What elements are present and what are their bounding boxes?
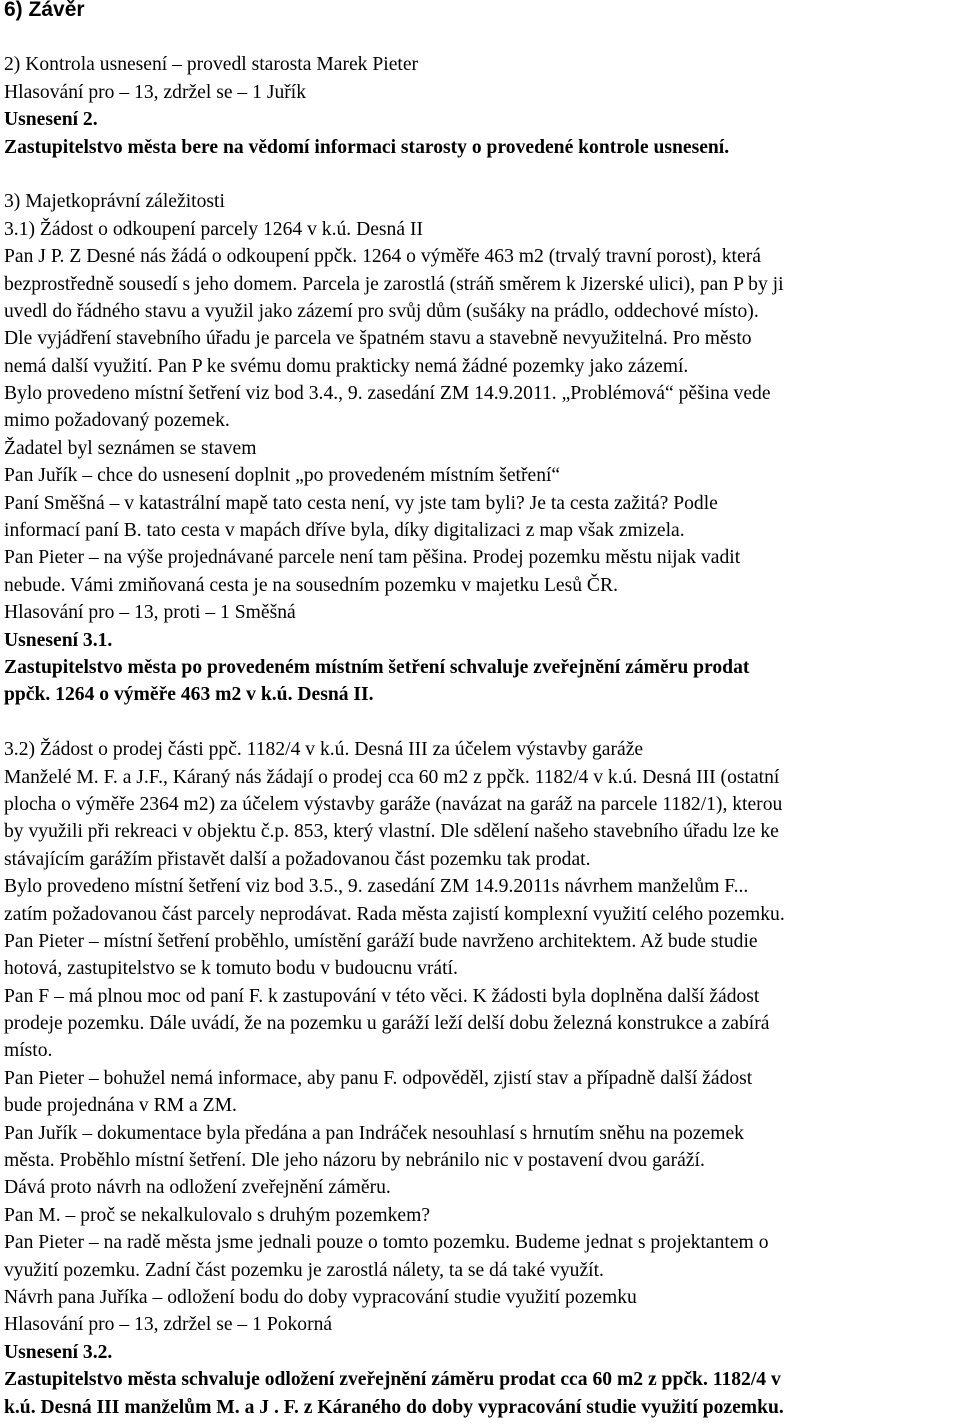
- text-line: Žadatel byl seznámen se stavem: [4, 437, 257, 459]
- text-line: Bylo provedeno místní šetření viz bod 3.5., 9. zasedání ZM 14.9.2011s návrhem manželům F...: [4, 876, 749, 898]
- text-line: Pan Pieter – bohužel nemá informace, aby panu F. odpověděl, zjistí stav a případně další žádost: [4, 1067, 753, 1089]
- text-line: bude projednána v RM a ZM.: [4, 1095, 237, 1117]
- text-line: Dává proto návrh na odložení zveřejnění záměru.: [4, 1177, 391, 1199]
- text-line: Paní Směšná – v katastrální mapě tato cesta není, vy jste tam byli? Je ta cesta zažitá? Podle: [4, 492, 718, 514]
- text-line: využití pozemku. Zadní část pozemku je zarostlá nálety, ta se dá také využít.: [4, 1259, 604, 1281]
- text-line: Hlasování pro – 13, zdržel se – 1 Pokorná: [4, 1314, 333, 1336]
- document-page: [4, 0, 956, 1421]
- text-line: nemá další využití. Pan P ke svému domu prakticky nemá žádné pozemky jako zázemí.: [4, 355, 689, 377]
- text-line: 2) Kontrola usnesení – provedl starosta Marek Pieter: [4, 54, 419, 76]
- resolution-text: k.ú. Desná III manželům M. a J . F. z Káraného do doby vypracování studie využití pozemku.: [4, 1396, 784, 1418]
- section-title: 3) Majetkoprávní záležitosti: [4, 191, 225, 213]
- section-heading: 6) Závěr: [4, 0, 85, 21]
- text-line: Pan F – má plnou moc od paní F. k zastupování v této věci. K žádosti byla doplněna další žádost: [4, 985, 760, 1007]
- text-line: Hlasování pro – 13, zdržel se – 1 Juřík: [4, 81, 307, 103]
- text-line: stávajícím garážím přistavět další a požadovanou část pozemku tak prodat.: [4, 848, 591, 870]
- text-line: Pan M. – proč se nekalkulovalo s druhým pozemkem?: [4, 1204, 431, 1226]
- text-line: plocha o výměře 2364 m2) za účelem výstavby garáže (navázat na garáž na parcele 1182/1), kterou: [4, 793, 783, 815]
- text-line: Pan J P. Z Desné nás žádá o odkoupení ppčk. 1264 o výměře 463 m2 (trvalý travní porost), která: [4, 246, 761, 268]
- resolution-number: Usnesení 3.1.: [4, 629, 113, 651]
- text-line: prodeje pozemku. Dále uvádí, že na pozemku u garáží leží delší dobu železná konstrukce a zabírá: [4, 1013, 770, 1035]
- text-line: Hlasování pro – 13, proti – 1 Směšná: [4, 602, 296, 624]
- text-line: Pan Juřík – chce do usnesení doplnit „po provedeném místním šetření“: [4, 465, 561, 487]
- text-line: nebude. Vámi zmiňovaná cesta je na sousedním pozemku v majetku Lesů ČR.: [4, 574, 618, 596]
- spacer: [4, 709, 956, 736]
- spacer: [4, 161, 956, 188]
- text-line: Manželé M. F. a J.F., Káraný nás žádají o prodej cca 60 m2 z ppčk. 1182/4 v k.ú. Desná III (ostatní: [4, 766, 780, 788]
- spacer: [4, 24, 956, 51]
- resolution-number: Usnesení 3.2.: [4, 1341, 113, 1363]
- text-line: Pan Pieter – na výše projednávané parcele není tam pěšina. Prodej pozemku městu nijak vadit: [4, 547, 741, 569]
- text-line: 3.2) Žádost o prodej části ppč. 1182/4 v k.ú. Desná III za účelem výstavby garáže: [4, 739, 644, 761]
- text-line: hotová, zastupitelstvo se k tomuto bodu v budoucnu vrátí.: [4, 958, 458, 980]
- text-line: Pan Pieter – na radě města jsme jednali pouze o tomto pozemku. Budeme jednat s projektantem o: [4, 1232, 769, 1254]
- text-line: Dle vyjádření stavebního úřadu je parcela ve špatném stavu a stavebně nevyužitelná. Pro město: [4, 328, 752, 350]
- text-line: by využili při rekreaci v objektu č.p. 853, který vlastní. Dle sdělení našeho stavebního úřadu lze ke: [4, 821, 779, 843]
- resolution-text: Zastupitelstvo města bere na vědomí informaci starosty o provedené kontrole usnesení.: [4, 136, 730, 158]
- resolution-number: Usnesení 2.: [4, 109, 98, 131]
- text-line: 3.1) Žádost o odkoupení parcely 1264 v k.ú. Desná II: [4, 218, 423, 240]
- text-line: Návrh pana Juříka – odložení bodu do doby vypracování studie využití pozemku: [4, 1286, 637, 1308]
- text-line: Pan Pieter – místní šetření proběhlo, umístění garáží bude navrženo architektem. Až bude studie: [4, 930, 758, 952]
- text-line: zatím požadovanou část parcely neprodávat. Rada města zajistí komplexní využití celého pozemku.: [4, 903, 785, 925]
- text-line: města. Proběhlo místní šetření. Dle jeho názoru by nebránilo nic v postavení dvou garáží.: [4, 1150, 705, 1172]
- resolution-text: ppčk. 1264 o výměře 463 m2 v k.ú. Desná II.: [4, 684, 374, 706]
- resolution-text: Zastupitelstvo města schvaluje odložení zveřejnění záměru prodat cca 60 m2 z ppčk. 1182/4 v: [4, 1369, 781, 1391]
- text-line: Pan Juřík – dokumentace byla předána a pan Indráček nesouhlasí s hrnutím sněhu na pozemek: [4, 1122, 744, 1144]
- resolution-text: Zastupitelstvo města po provedeném místním šetření schvaluje zveřejnění záměru prodat: [4, 656, 750, 678]
- text-line: informací paní B. tato cesta v mapách dříve byla, díky digitalizaci z map však zmizela.: [4, 520, 685, 542]
- text-line: uvedl do řádného stavu a využil jako zázemí pro svůj dům (sušáky na prádlo, oddechové místo).: [4, 300, 759, 322]
- text-line: bezprostředně sousedí s jeho domem. Parcela je zarostlá (stráň směrem k Jizerské ulici), pan P by ji: [4, 273, 784, 295]
- text-line: Bylo provedeno místní šetření viz bod 3.4., 9. zasedání ZM 14.9.2011. „Problémová“ pěšina vede: [4, 383, 771, 405]
- text-line: místo.: [4, 1040, 53, 1062]
- text-line: mimo požadovaný pozemek.: [4, 410, 230, 432]
